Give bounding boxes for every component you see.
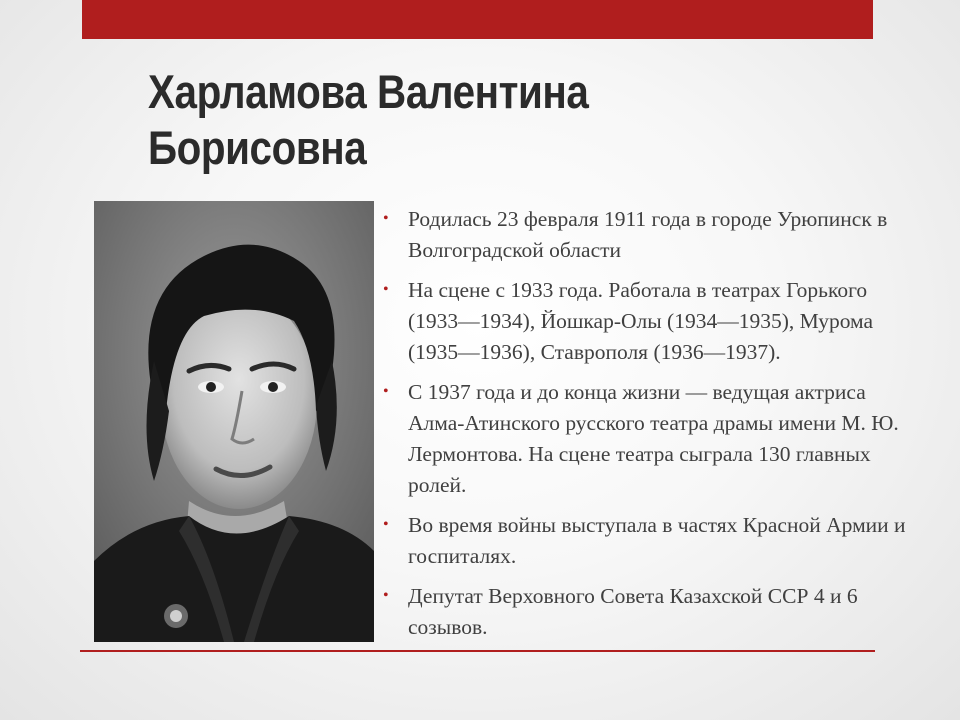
title-line-1: Харламова Валентина: [148, 65, 589, 118]
bullet-text: Родилась 23 февраля 1911 года в городе Урюпинск в Волгоградской области: [408, 207, 888, 262]
bullet-item: [383, 510, 913, 572]
bullet-text: Депутат Верховного Совета Казахской ССР 4 и 6 созывов.: [408, 584, 858, 639]
bullet-dot-icon: •: [383, 210, 389, 227]
portrait-photo: [94, 201, 374, 642]
bottom-divider: [80, 650, 875, 652]
bullet-text: С 1937 года и до конца жизни — ведущая актриса Алма-Атинского русского театра драмы имени М. Ю. Лермонтова. На сцене театра сыграла 130 главных ролей.: [408, 380, 899, 497]
bullet-item: [383, 204, 913, 266]
bullet-dot-icon: •: [383, 281, 389, 298]
slide-title: [148, 64, 750, 176]
title-line-2: Борисовна: [148, 121, 367, 174]
bullet-item: [383, 377, 913, 501]
bullet-item: [383, 275, 913, 368]
bullet-dot-icon: •: [383, 383, 389, 400]
bullet-dot-icon: •: [383, 587, 389, 604]
bullet-text: Во время войны выступала в частях Красной Армии и госпиталях.: [408, 513, 906, 568]
bullet-text: На сцене с 1933 года. Работала в театрах Горького (1933—1934), Йошкар-Олы (1934—1935), Мурома (1935—1936), Ставрополя (1936—1937).: [408, 278, 874, 364]
bullet-dot-icon: •: [383, 516, 389, 533]
bullet-item: [383, 581, 913, 643]
bullet-list: [383, 204, 913, 652]
top-accent-bar: [82, 0, 873, 39]
